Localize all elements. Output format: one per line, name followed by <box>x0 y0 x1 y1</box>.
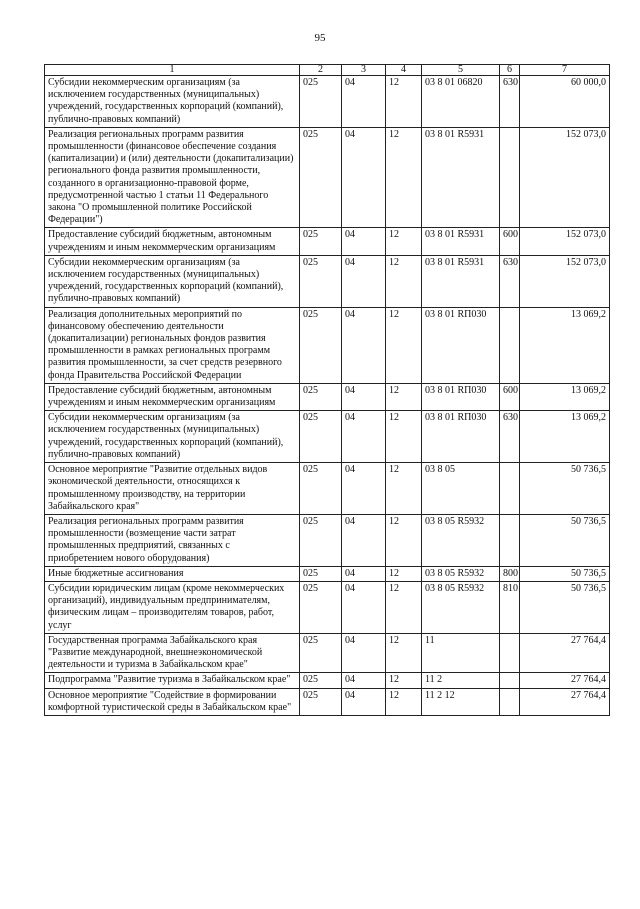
cell-name: Предоставление субсидий бюджетным, автономным учреждениям и иным некоммерческим организациям <box>45 228 300 255</box>
table-row <box>45 228 610 255</box>
cell-vr: 800 <box>500 566 520 581</box>
cell-csr: 03 8 01 RП030 <box>422 383 500 410</box>
table-row <box>45 673 610 688</box>
cell-rz: 04 <box>342 228 386 255</box>
cell-gr: 025 <box>300 228 342 255</box>
cell-vr <box>500 307 520 383</box>
cell-rz: 04 <box>342 255 386 307</box>
table-row <box>45 76 610 128</box>
cell-gr: 025 <box>300 411 342 463</box>
table-row <box>45 411 610 463</box>
cell-rz: 04 <box>342 514 386 566</box>
cell-vr <box>500 633 520 673</box>
cell-csr: 03 8 01 R5931 <box>422 255 500 307</box>
cell-csr: 11 2 <box>422 673 500 688</box>
cell-amount: 27 764,4 <box>520 673 610 688</box>
table-row <box>45 633 610 673</box>
table-row <box>45 463 610 515</box>
cell-rz: 04 <box>342 307 386 383</box>
budget-table <box>44 64 610 716</box>
cell-vr: 630 <box>500 255 520 307</box>
cell-name: Реализация дополнительных мероприятий по финансовому обеспечению деятельности (докапитализации) региональных фондов развития промышленности в рамках региональных программ развития промышленности, за счет средств резервного фонда Правительства Российской Федерации <box>45 307 300 383</box>
cell-pr: 12 <box>386 383 422 410</box>
cell-rz: 04 <box>342 673 386 688</box>
cell-vr: 600 <box>500 228 520 255</box>
cell-csr: 03 8 01 06820 <box>422 76 500 128</box>
col-header-name: 1 <box>45 65 300 76</box>
table-row <box>45 307 610 383</box>
cell-csr: 11 <box>422 633 500 673</box>
cell-rz: 04 <box>342 76 386 128</box>
table-row <box>45 688 610 715</box>
cell-amount: 50 736,5 <box>520 514 610 566</box>
cell-name: Реализация региональных программ развития промышленности (финансовое обеспечение создания (капитализации) и (или) деятельности (докапитализации) регионального фонда развития промышленности, созданного в организационно-правовой форме, предусмотренной частью 1 статьи 11 Федерального закона "О промышленной политике Российской Федерации") <box>45 127 300 228</box>
cell-rz: 04 <box>342 633 386 673</box>
cell-amount: 152 073,0 <box>520 127 610 228</box>
cell-name: Основное мероприятие "Развитие отдельных видов экономической деятельности, относящихся к промышленному производству, на территории Забайкальского края" <box>45 463 300 515</box>
cell-csr: 03 8 01 RП030 <box>422 411 500 463</box>
cell-pr: 12 <box>386 514 422 566</box>
col-header-gr: 2 <box>300 65 342 76</box>
cell-pr: 12 <box>386 581 422 633</box>
cell-pr: 12 <box>386 688 422 715</box>
cell-pr: 12 <box>386 228 422 255</box>
table-row <box>45 514 610 566</box>
cell-amount: 152 073,0 <box>520 228 610 255</box>
table-row <box>45 383 610 410</box>
cell-gr: 025 <box>300 633 342 673</box>
cell-gr: 025 <box>300 255 342 307</box>
cell-name: Субсидии некоммерческим организациям (за исключением государственных (муниципальных) учреждений, государственных корпораций (компаний), публично-правовых компаний) <box>45 76 300 128</box>
cell-amount: 50 736,5 <box>520 581 610 633</box>
cell-rz: 04 <box>342 688 386 715</box>
cell-vr <box>500 688 520 715</box>
cell-gr: 025 <box>300 673 342 688</box>
table-body <box>45 76 610 716</box>
cell-amount: 50 736,5 <box>520 566 610 581</box>
cell-name: Субсидии некоммерческим организациям (за исключением государственных (муниципальных) учреждений, государственных корпораций (компаний), публично-правовых компаний) <box>45 255 300 307</box>
cell-pr: 12 <box>386 566 422 581</box>
cell-gr: 025 <box>300 514 342 566</box>
cell-vr: 600 <box>500 383 520 410</box>
table-row <box>45 255 610 307</box>
cell-gr: 025 <box>300 581 342 633</box>
cell-rz: 04 <box>342 581 386 633</box>
cell-name: Предоставление субсидий бюджетным, автономным учреждениям и иным некоммерческим организациям <box>45 383 300 410</box>
cell-gr: 025 <box>300 307 342 383</box>
cell-name: Субсидии юридическим лицам (кроме некоммерческих организаций), индивидуальным предпринимателям, физическим лицам – производителям товаров, работ, услуг <box>45 581 300 633</box>
cell-pr: 12 <box>386 411 422 463</box>
col-header-vr: 6 <box>500 65 520 76</box>
col-header-csr: 5 <box>422 65 500 76</box>
cell-rz: 04 <box>342 383 386 410</box>
cell-amount: 152 073,0 <box>520 255 610 307</box>
cell-name: Государственная программа Забайкальского края "Развитие международной, внешнеэкономической деятельности и туризма в Забайкальском крае" <box>45 633 300 673</box>
cell-amount: 13 069,2 <box>520 411 610 463</box>
col-header-rz: 3 <box>342 65 386 76</box>
cell-csr: 03 8 01 R5931 <box>422 228 500 255</box>
cell-pr: 12 <box>386 255 422 307</box>
cell-gr: 025 <box>300 688 342 715</box>
cell-rz: 04 <box>342 411 386 463</box>
table-row <box>45 566 610 581</box>
cell-csr: 03 8 05 R5932 <box>422 514 500 566</box>
cell-gr: 025 <box>300 463 342 515</box>
cell-rz: 04 <box>342 566 386 581</box>
cell-gr: 025 <box>300 127 342 228</box>
cell-pr: 12 <box>386 76 422 128</box>
header-row <box>45 65 610 76</box>
cell-name: Подпрограмма "Развитие туризма в Забайкальском крае" <box>45 673 300 688</box>
cell-amount: 27 764,4 <box>520 633 610 673</box>
cell-vr <box>500 514 520 566</box>
cell-vr <box>500 673 520 688</box>
cell-vr: 630 <box>500 411 520 463</box>
cell-rz: 04 <box>342 463 386 515</box>
cell-name: Основное мероприятие "Содействие в формировании комфортной туристической среды в Забайкальском крае" <box>45 688 300 715</box>
cell-csr: 03 8 01 RП030 <box>422 307 500 383</box>
cell-name: Реализация региональных программ развития промышленности (возмещение части затрат промышленных предприятий, связанных с приобретением нового оборудования) <box>45 514 300 566</box>
cell-vr: 810 <box>500 581 520 633</box>
cell-name: Иные бюджетные ассигнования <box>45 566 300 581</box>
cell-csr: 03 8 05 R5932 <box>422 566 500 581</box>
cell-gr: 025 <box>300 76 342 128</box>
table-row <box>45 127 610 228</box>
cell-csr: 03 8 05 R5932 <box>422 581 500 633</box>
cell-pr: 12 <box>386 463 422 515</box>
cell-amount: 13 069,2 <box>520 383 610 410</box>
cell-amount: 13 069,2 <box>520 307 610 383</box>
cell-amount: 60 000,0 <box>520 76 610 128</box>
cell-csr: 03 8 05 <box>422 463 500 515</box>
cell-vr <box>500 463 520 515</box>
cell-pr: 12 <box>386 127 422 228</box>
table-row <box>45 581 610 633</box>
cell-gr: 025 <box>300 566 342 581</box>
cell-csr: 11 2 12 <box>422 688 500 715</box>
cell-amount: 50 736,5 <box>520 463 610 515</box>
cell-amount: 27 764,4 <box>520 688 610 715</box>
col-header-pr: 4 <box>386 65 422 76</box>
cell-pr: 12 <box>386 307 422 383</box>
cell-pr: 12 <box>386 673 422 688</box>
page-number: 95 <box>314 32 326 44</box>
cell-gr: 025 <box>300 383 342 410</box>
cell-csr: 03 8 01 R5931 <box>422 127 500 228</box>
cell-vr: 630 <box>500 76 520 128</box>
cell-rz: 04 <box>342 127 386 228</box>
cell-pr: 12 <box>386 633 422 673</box>
cell-vr <box>500 127 520 228</box>
col-header-amount: 7 <box>520 65 610 76</box>
cell-name: Субсидии некоммерческим организациям (за исключением государственных (муниципальных) учреждений, государственных корпораций (компаний), публично-правовых компаний) <box>45 411 300 463</box>
